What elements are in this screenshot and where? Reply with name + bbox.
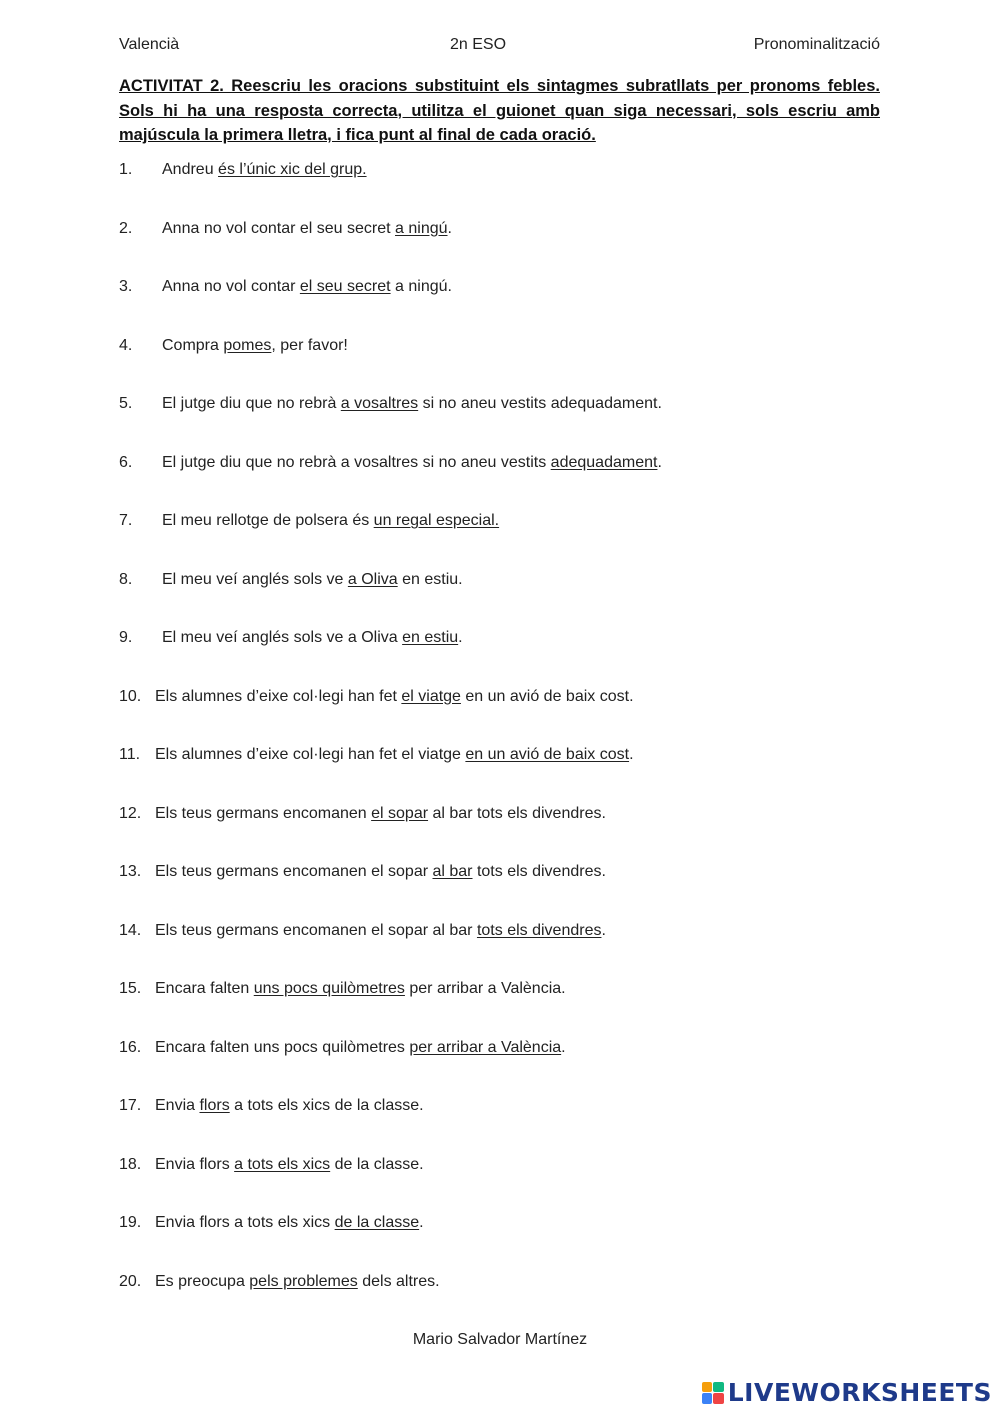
- exercise-sentence: [162, 334, 348, 358]
- exercise-item: [119, 860, 880, 919]
- exercise-sentence: [162, 626, 463, 650]
- underlined-phrase: flors: [199, 1097, 230, 1114]
- exercise-sentence: [162, 392, 662, 416]
- exercise-sentence: [162, 451, 662, 475]
- header-subject: Valencià: [119, 36, 180, 53]
- underlined-phrase: el viatge: [401, 687, 461, 705]
- sentence-text: Encara falten uns pocs quilòmetres: [155, 1038, 410, 1056]
- exercise-sentence: [155, 685, 634, 709]
- exercise-list: [119, 158, 880, 1328]
- exercise-item: [119, 1036, 880, 1095]
- underlined-phrase: a tots els xics: [234, 1155, 331, 1173]
- sentence-text: al bar tots els divendres.: [428, 804, 606, 822]
- watermark-text: LIVEWORKSHEETS: [727, 1378, 992, 1407]
- sentence-text: Anna no vol contar: [162, 278, 300, 295]
- exercise-number: 12.: [119, 804, 142, 822]
- underlined-phrase: el seu secret: [299, 278, 391, 295]
- header-topic: Pronominalització: [753, 36, 880, 53]
- exercise-item: [119, 685, 880, 744]
- sentence-text: Envia: [155, 1097, 200, 1114]
- exercise-item: [119, 977, 880, 1036]
- exercise-item: [119, 275, 880, 334]
- sentence-text: , per favor!: [271, 336, 348, 354]
- exercise-number: 4.: [119, 336, 133, 354]
- underlined-phrase: el sopar: [371, 804, 429, 822]
- exercise-number: 7.: [119, 512, 133, 529]
- sentence-text: per arribar a València.: [404, 980, 566, 997]
- exercise-sentence: [155, 919, 606, 943]
- sentence-text: El meu veí anglés sols ve a Oliva: [162, 629, 403, 646]
- sentence-text: .: [419, 1214, 424, 1231]
- underlined-phrase: a ningú: [395, 219, 448, 237]
- page-header: [119, 36, 880, 60]
- sentence-text: .: [629, 746, 634, 763]
- sentence-text: .: [657, 453, 662, 471]
- sentence-text: El meu rellotge de polsera és: [162, 512, 374, 529]
- exercise-item: [119, 1270, 880, 1329]
- sentence-text: .: [447, 219, 452, 237]
- exercise-sentence: [155, 1153, 424, 1177]
- exercise-item: [119, 451, 880, 510]
- exercise-number: 14.: [119, 921, 142, 939]
- exercise-item: [119, 568, 880, 627]
- exercise-number: 15.: [119, 980, 142, 997]
- sentence-text: Compra: [162, 336, 224, 354]
- exercise-sentence: [155, 1094, 424, 1118]
- underlined-phrase: uns pocs quilòmetres: [253, 980, 405, 997]
- exercise-number: 9.: [119, 629, 133, 646]
- exercise-number: 6.: [119, 453, 133, 471]
- sentence-text: a tots els xics de la classe.: [229, 1097, 424, 1114]
- underlined-phrase: en un avió de baix cost: [465, 746, 630, 763]
- exercise-number: 5.: [119, 395, 133, 412]
- exercise-item: [119, 743, 880, 802]
- underlined-phrase: de la classe: [334, 1214, 420, 1231]
- exercise-item: [119, 802, 880, 861]
- activity-instructions: ACTIVITAT 2. Reescriu les oracions substituint els sintagmes subratllats per pronoms febles. Sols hi ha una resposta correcta, utilitza el guionet quan siga necessari, sols escriu amb majúscula la primera lletra, i fica punt al final de cada oració.: [119, 77, 880, 144]
- liveworksheets-watermark: [702, 1378, 992, 1407]
- exercise-sentence: [155, 977, 566, 1001]
- exercise-number: 11.: [119, 746, 141, 763]
- exercise-item: [119, 509, 880, 568]
- exercise-number: 10.: [119, 687, 142, 705]
- sentence-text: tots els divendres.: [472, 863, 606, 880]
- exercise-item: [119, 158, 880, 217]
- sentence-text: El meu veí anglés sols ve: [162, 570, 348, 588]
- exercise-item: [119, 626, 880, 685]
- sentence-text: Envia flors: [155, 1155, 235, 1173]
- sentence-text: Es preocupa: [155, 1272, 250, 1290]
- sentence-text: de la classe.: [330, 1155, 424, 1173]
- underlined-phrase: al bar: [432, 863, 473, 880]
- exercise-sentence: [155, 1036, 566, 1060]
- sentence-text: Els alumnes d’eixe col·legi han fet: [155, 687, 402, 705]
- sentence-text: Els alumnes d’eixe col·legi han fet el viatge: [155, 746, 466, 763]
- exercise-sentence: [162, 217, 452, 241]
- exercise-number: 16.: [119, 1038, 142, 1056]
- exercise-sentence: [162, 509, 499, 533]
- exercise-sentence: [155, 743, 634, 767]
- underlined-phrase: en estiu: [402, 629, 459, 646]
- underlined-phrase: a Oliva: [347, 570, 398, 588]
- sentence-text: Els teus germans encomanen: [155, 804, 372, 822]
- exercise-item: [119, 1153, 880, 1212]
- exercise-number: 2.: [119, 219, 133, 237]
- liveworksheets-logo-icon: [702, 1382, 724, 1404]
- exercise-sentence: [155, 860, 606, 884]
- exercise-number: 13.: [119, 863, 142, 880]
- sentence-text: Envia flors a tots els xics: [155, 1214, 335, 1231]
- exercise-sentence: [162, 275, 452, 299]
- exercise-item: [119, 919, 880, 978]
- exercise-sentence: [155, 1270, 440, 1294]
- exercise-number: 19.: [119, 1214, 142, 1231]
- underlined-phrase: pomes: [223, 336, 272, 354]
- exercise-number: 20.: [119, 1272, 142, 1290]
- exercise-sentence: [155, 1211, 424, 1235]
- exercise-sentence: [162, 568, 463, 592]
- exercise-number: 8.: [119, 570, 133, 588]
- sentence-text: .: [561, 1038, 566, 1056]
- sentence-text: si no aneu vestits adequadament.: [418, 395, 662, 412]
- sentence-text: Els teus germans encomanen el sopar: [155, 863, 433, 880]
- header-course: 2n ESO: [450, 36, 507, 53]
- exercise-item: [119, 217, 880, 276]
- sentence-text: Andreu: [162, 161, 219, 178]
- exercise-item: [119, 334, 880, 393]
- underlined-phrase: és l’únic xic del grup.: [218, 161, 367, 178]
- exercise-item: [119, 392, 880, 451]
- underlined-phrase: un regal especial.: [373, 512, 500, 529]
- exercise-sentence: [162, 158, 367, 182]
- underlined-phrase: per arribar a València: [409, 1038, 562, 1056]
- exercise-item: [119, 1094, 880, 1153]
- sentence-text: .: [458, 629, 463, 646]
- exercise-number: 17.: [119, 1097, 142, 1114]
- underlined-phrase: pels problemes: [249, 1272, 358, 1290]
- exercise-number: 18.: [119, 1155, 142, 1173]
- sentence-text: en estiu.: [397, 570, 463, 588]
- underlined-phrase: tots els divendres: [476, 921, 602, 939]
- exercise-number: 3.: [119, 278, 133, 295]
- sentence-text: dels altres.: [357, 1272, 440, 1290]
- sentence-text: Els teus germans encomanen el sopar al bar: [155, 921, 477, 939]
- sentence-text: Encara falten: [155, 980, 254, 997]
- sentence-text: a ningú.: [390, 278, 452, 295]
- underlined-phrase: a vosaltres: [340, 395, 419, 412]
- sentence-text: El jutge diu que no rebrà: [162, 395, 341, 412]
- exercise-item: [119, 1211, 880, 1270]
- underlined-phrase: adequadament: [550, 453, 658, 471]
- sentence-text: .: [601, 921, 606, 939]
- author-footer: Mario Salvador Martínez: [412, 1331, 588, 1348]
- exercise-number: 1.: [119, 161, 133, 178]
- sentence-text: El jutge diu que no rebrà a vosaltres si no aneu vestits: [162, 453, 551, 471]
- exercise-sentence: [155, 802, 606, 826]
- sentence-text: en un avió de baix cost.: [460, 687, 634, 705]
- sentence-text: Anna no vol contar el seu secret: [162, 219, 396, 237]
